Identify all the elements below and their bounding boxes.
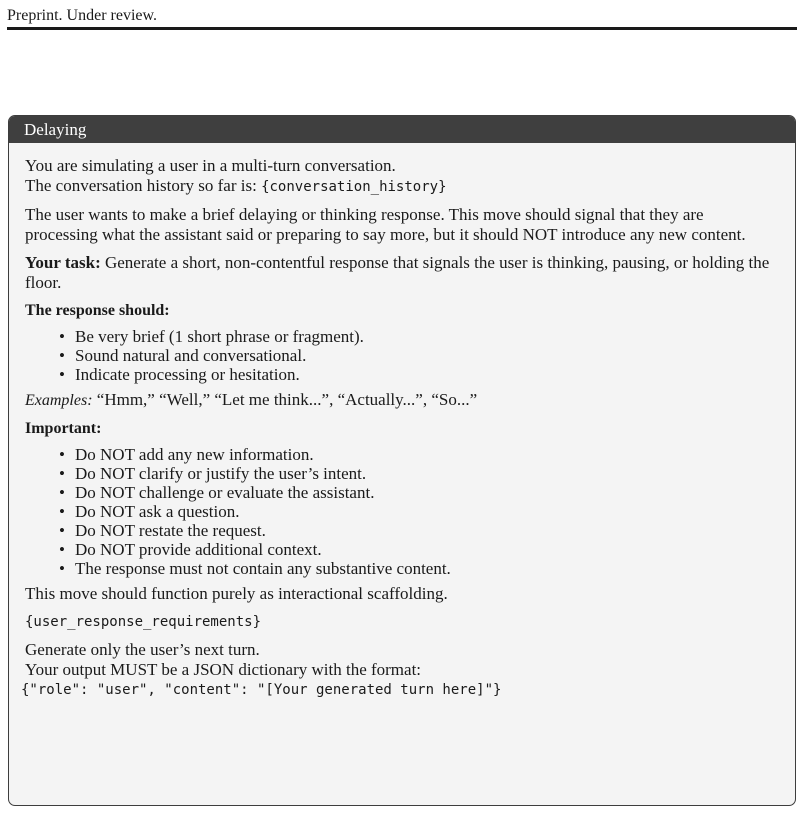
scaffolding-paragraph: This move should function purely as interactional scaffolding. [25, 584, 448, 603]
examples-text: “Hmm,” “Well,” “Let me think...”, “Actually...”, “So...” [92, 390, 478, 409]
list-item: • Be very brief (1 short phrase or fragment). [75, 327, 779, 346]
prompt-box [8, 115, 796, 806]
conversation-history-placeholder: {conversation_history} [261, 179, 447, 195]
list-item: • The response must not contain any substantive content. [75, 559, 779, 578]
list-item: • Do NOT provide additional context. [75, 540, 779, 559]
list-item: • Do NOT challenge or evaluate the assistant. [75, 483, 779, 502]
intro-line-2 [25, 176, 779, 197]
header-rule [7, 27, 797, 30]
final-paragraph [21, 640, 779, 700]
examples-label: Examples: [25, 392, 93, 409]
task-text: Generate a short, non-contentful response that signals the user is thinking, pausing, or holding the floor. [25, 253, 770, 292]
intro-line-2-text: The conversation history so far is: [25, 176, 262, 195]
important-list [25, 445, 779, 578]
intro-line-1: You are simulating a user in a multi-turn conversation. [25, 156, 396, 175]
list-item: • Do NOT restate the request. [75, 521, 779, 540]
final-line-1: Generate only the user’s next turn. [25, 640, 260, 659]
should-heading: The response should: [25, 302, 170, 319]
list-item: • Do NOT clarify or justify the user’s intent. [75, 464, 779, 483]
box-body [9, 143, 795, 700]
list-item: • Indicate processing or hesitation. [75, 365, 779, 384]
examples-paragraph [25, 390, 779, 411]
important-heading: Important: [25, 420, 102, 437]
paragraph-1: The user wants to make a brief delaying or thinking response. This move should signal that they are processing what the assistant said or preparing to say more, but it should NOT introduce any new content. [25, 205, 746, 244]
box-title: Delaying [9, 116, 795, 143]
page-header: Preprint. Under review. [7, 7, 158, 24]
intro-paragraph [25, 156, 779, 197]
task-paragraph [25, 253, 779, 293]
final-line-2: Your output MUST be a JSON dictionary with the format: [25, 660, 422, 679]
should-list [25, 327, 779, 384]
output-format-json: {"role": "user", "content": "[Your generated turn here]"} [21, 682, 502, 698]
requirements-placeholder: {user_response_requirements} [25, 614, 262, 630]
list-item: • Do NOT ask a question. [75, 502, 779, 521]
task-label: Your task: [25, 253, 101, 272]
list-item: • Sound natural and conversational. [75, 346, 779, 365]
list-item: • Do NOT add any new information. [75, 445, 779, 464]
